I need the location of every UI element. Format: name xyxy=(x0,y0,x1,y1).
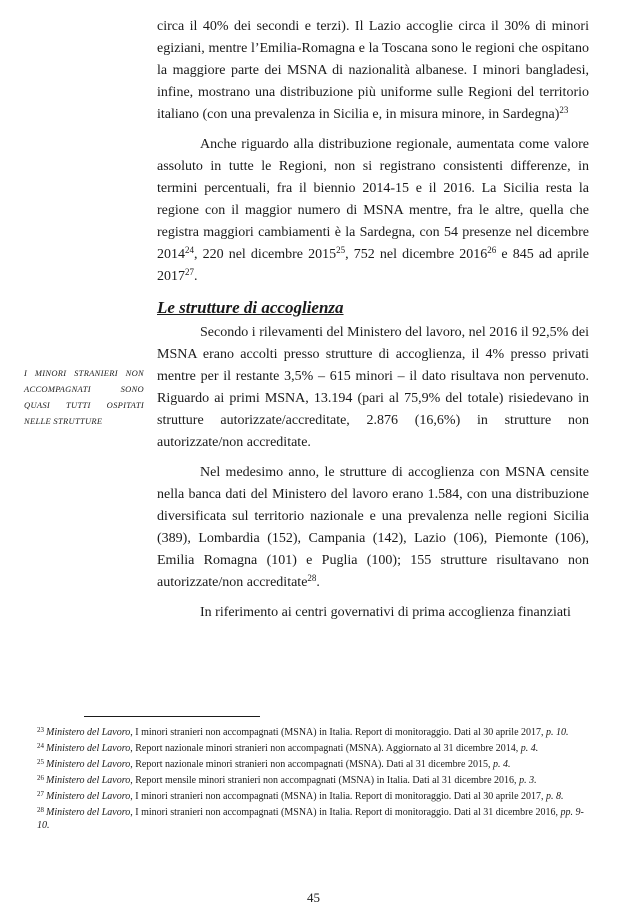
paragraph-text: . xyxy=(316,575,320,590)
footnote-ref[interactable]: 27 xyxy=(185,267,194,277)
footnote-item xyxy=(37,742,588,755)
footnote-ref[interactable]: 23 xyxy=(559,105,569,115)
main-text xyxy=(157,16,589,632)
footnote-number: 27 xyxy=(37,790,44,798)
footnote-item xyxy=(37,726,588,739)
paragraph-text: circa il 40% dei secondi e terzi). Il Lazio accoglie circa il 30% di minori egiziani, mentre l’Emilia-Romagna e la Toscana sono le regioni che ospitano la maggiore parte dei MSNA di nazionalità albanese. I minori bangladesi, infine, mostrano una distribuzione più uniforme sulle Regioni del territorio italiano (con una prevalenza in Sicilia e, in misura minore, in Sardegna) xyxy=(157,19,589,122)
footnote-number: 26 xyxy=(37,774,44,782)
footnote-ref[interactable]: 24 xyxy=(185,245,194,255)
footnote-item xyxy=(37,758,588,771)
section-heading: Le strutture di accoglienza xyxy=(157,298,344,317)
footnote-pages: p. 4. xyxy=(520,743,539,754)
paragraph-text: , 752 nel dicembre 2016 xyxy=(345,247,488,262)
footnote-author: Ministero del Lavoro xyxy=(46,759,131,770)
footnote-ref[interactable]: 26 xyxy=(487,245,497,255)
paragraph-2 xyxy=(157,134,589,288)
paragraph-3: Secondo i rilevamenti del Ministero del lavoro, nel 2016 il 92,5% dei MSNA erano accolti presso strutture di accoglienza, il 4% presso privati mentre per il restante 3,5% – 615 minori – il dato risultava non pervenuto. Riguardo ai primi MSNA, 13.194 (pari al 75,9% del totale) risiedevano in strutture autorizzate/accreditate, 2.876 (16,6%) in strutture non autorizzate/non accreditate. xyxy=(157,325,589,450)
footnote-author: Ministero del Lavoro xyxy=(46,775,131,786)
footnote-number: 28 xyxy=(37,806,44,814)
footnote-item xyxy=(37,790,588,803)
paragraph-5: In riferimento ai centri governativi di prima accoglienza finanziati xyxy=(200,605,571,620)
footnote-text: , Report nazionale minori stranieri non accompagnati (MSNA). Aggiornato al 31 dicembre 2014, xyxy=(130,743,521,754)
paragraph-text: , 220 nel dicembre 2015 xyxy=(194,247,337,262)
footnote-pages: p. 4. xyxy=(492,759,511,770)
footnote-author: Ministero del Lavoro xyxy=(46,791,131,802)
footnote-author: Ministero del Lavoro xyxy=(46,743,131,754)
footnote-item xyxy=(37,774,588,787)
footnote-author: Ministero del Lavoro xyxy=(46,807,131,818)
paragraph-text: e 845 ad aprile 2017 xyxy=(157,247,590,284)
page-number: 45 xyxy=(307,890,320,905)
footnote-author: Ministero del Lavoro xyxy=(46,727,131,738)
footnote-number: 25 xyxy=(37,758,44,766)
paragraph-4 xyxy=(157,462,589,594)
footnote-separator xyxy=(84,716,260,717)
footnote-pages: pp. 9-10. xyxy=(37,807,584,831)
footnote-text: , I minori stranieri non accompagnati (MSNA) in Italia. Report di monitoraggio. Dati al 30 aprile 2017, xyxy=(130,727,547,738)
footnote-text: , Report nazionale minori stranieri non accompagnati (MSNA). Dati al 31 dicembre 2015, xyxy=(130,759,493,770)
footnote-text: , I minori stranieri non accompagnati (MSNA) in Italia. Report di monitoraggio. Dati al 30 aprile 2017, xyxy=(130,791,547,802)
footnote-ref[interactable]: 28 xyxy=(307,573,317,583)
paragraph-1 xyxy=(157,16,589,126)
footnote-text: , I minori stranieri non accompagnati (MSNA) in Italia. Report di monitoraggio. Dati al 31 dicembre 2016, xyxy=(130,807,561,818)
footnote-pages: p. 3. xyxy=(519,775,537,786)
footnote-pages: p. 10. xyxy=(546,727,569,738)
footnote-item xyxy=(37,806,588,832)
paragraph-text: Anche riguardo alla distribuzione regionale, aumentata come valore assoluto in tutte le Regioni, non si registrano consistenti differenze, in termini percentuali, fra il biennio 2014-15 e il 2016. La Sicilia resta la regione con il maggior numero di MSNA mentre, fra le altre, quella che registra maggiori cambiamenti è la Sardegna, con 54 presenze nel dicembre 2014 xyxy=(157,137,589,262)
footnote-text: , Report mensile minori stranieri non accompagnati (MSNA) in Italia. Dati al 31 dicembre 2016, xyxy=(130,775,520,786)
footnotes xyxy=(37,726,588,835)
paragraph-text: . xyxy=(194,269,198,284)
margin-note: I MINORI STRANIERI NON ACCOMPAGNATI SONO QUASI TUTTI OSPITATI NELLE STRUTTURE xyxy=(24,368,144,426)
footnote-pages: p. 8. xyxy=(546,791,564,802)
footnote-number: 24 xyxy=(37,742,44,750)
footnote-ref[interactable]: 25 xyxy=(336,245,346,255)
paragraph-text: Nel medesimo anno, le strutture di accoglienza con MSNA censite nella banca dati del Ministero del lavoro erano 1.584, con una distribuzione diversificata sul territorio nazionale e una prevalenza nelle regioni Sicilia (389), Lombardia (152), Campania (142), Lazio (106), Piemonte (106), Emilia Romagna (101) e Puglia (100); 155 strutture risultavano non autorizzate/non accreditate xyxy=(157,465,589,590)
footnote-number: 23 xyxy=(37,726,44,734)
